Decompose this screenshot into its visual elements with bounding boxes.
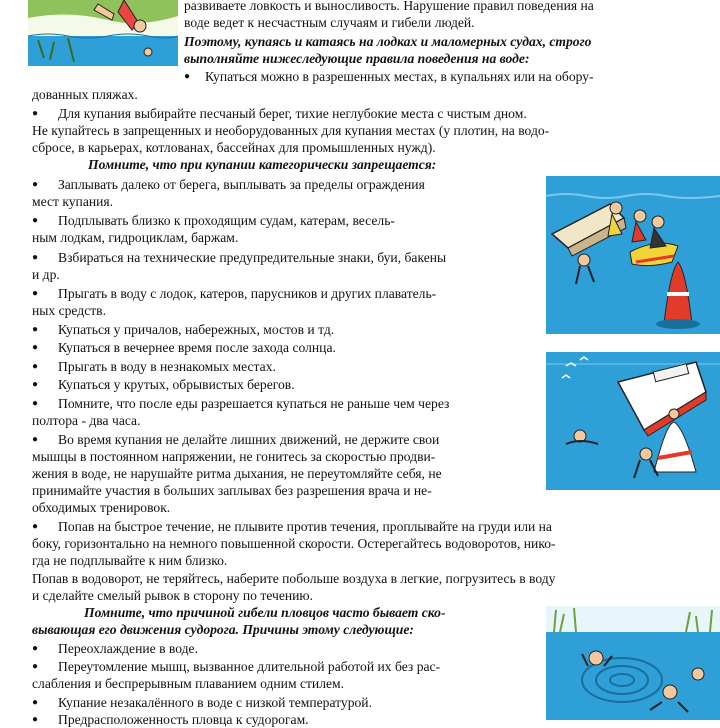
forbidden-item: Попав на быстрое течение, не плывите против течения, проплывайте на груди или на — [58, 519, 552, 534]
bullet-icon: ● — [32, 697, 39, 708]
bullet-icon: ● — [32, 398, 39, 409]
cramp-heading: Помните, что причиной гибели пловцов часто бывает ско- — [84, 605, 446, 620]
rules-heading: выполняйте нижеследующие правила поведения на воде: — [184, 51, 530, 66]
forbidden-item: обходимых тренировок. — [32, 500, 171, 515]
intro-line: развиваете ловкость и выносливость. Нарушение правил поведения на — [184, 0, 594, 13]
forbidden-item: Прыгать в воду в незнакомых местах. — [58, 359, 276, 374]
bullet-icon: ● — [32, 252, 39, 263]
forbidden-item: мышцы в постоянном напряжении, не гонитесь за скоростью продви- — [32, 449, 436, 464]
forbidden-item: боку, горизонтально на немного повышенной скорости. Остерегайтесь водоворотов, нико- — [32, 536, 556, 551]
whirlpool-text: Попав в водоворот, не теряйтесь, наберите побольше воздуха в легкие, погрузитесь в воду — [32, 571, 556, 586]
bullet-icon: ● — [32, 661, 39, 672]
whirlpool-text: и сделайте смелый рывок в сторону по течению. — [32, 588, 313, 603]
forbidden-item: Купаться в вечернее время после захода солнца. — [58, 340, 336, 355]
bullet-icon: ● — [32, 215, 39, 226]
forbidden-item: Взбираться на технические предупредительные знаки, буи, бакены — [58, 250, 447, 265]
illustration-whirlpool — [546, 606, 720, 720]
bullet-icon: ● — [32, 342, 39, 353]
illustration-ship-and-swimmers — [546, 352, 720, 490]
cause-item: Предрасположенность пловца к судорогам. — [58, 712, 309, 727]
bullet-icon: ● — [32, 361, 39, 372]
forbidden-item: Купаться у причалов, набережных, мостов и тд. — [58, 322, 335, 337]
forbidden-item: Купаться у крутых, обрывистых берегов. — [58, 377, 295, 392]
bullet-icon: ● — [184, 71, 191, 82]
bullet-icon: ● — [32, 379, 39, 390]
rules-heading: Поэтому, купаясь и катаясь на лодках и маломерных судах, строго — [184, 34, 592, 49]
bullet-icon: ● — [32, 714, 39, 725]
forbidden-item: Подплывать близко к проходящим судам, катерам, весель- — [58, 213, 395, 228]
bullet-icon: ● — [32, 288, 39, 299]
rule-item: сбросе, в карьерах, котлованах, бассейнах для промышленных нужд). — [32, 140, 436, 155]
forbidden-item: полтора - два часа. — [32, 413, 141, 428]
bullet-icon: ● — [32, 521, 39, 532]
rule-item: Для купания выбирайте песчаный берег, тихие неглубокие места с чистым дном. — [58, 106, 527, 121]
bullet-icon: ● — [32, 324, 39, 335]
forbidden-item: ных средств. — [32, 303, 106, 318]
bullet-icon: ● — [32, 643, 39, 654]
rule-item: Не купайтесь в запрещенных и необорудованных для купания местах (у плотин, на водо- — [32, 123, 550, 138]
cramp-heading: вывающая его движения судорога. Причины этому следующие: — [32, 622, 414, 637]
cause-item: слабления и беспрерывным плаванием одним стилем. — [32, 676, 345, 691]
rule-item: Купаться можно в разрешенных местах, в купальнях или на обору- — [205, 69, 594, 84]
intro-line: воде ведет к несчастным случаям и гибели людей. — [184, 15, 475, 30]
illustration-diving-children — [28, 0, 178, 66]
rule-item: дованных пляжах. — [32, 87, 138, 102]
bullet-icon: ● — [32, 434, 39, 445]
forbidden-item: гда не подплывайте к ним близко. — [32, 553, 228, 568]
forbidden-item: Заплывать далеко от берега, выплывать за пределы ограждения — [58, 177, 425, 192]
forbidden-item: Прыгать в воду с лодок, катеров, парусников и других плаватель- — [58, 286, 437, 301]
forbidden-item: принимайте участия в больших заплывах без разрешения врача и не- — [32, 483, 432, 498]
forbidden-item: и др. — [32, 267, 60, 282]
cause-item: Переутомление мышц, вызванное длительной работой их без рас- — [58, 659, 441, 674]
forbidden-item: жения в воде, не нарушайте ритма дыхания, не переутомляйте себя, не — [32, 466, 442, 481]
bullet-icon: ● — [32, 108, 39, 119]
forbidden-item: Помните, что после еды разрешается купаться не раньше чем через — [58, 396, 450, 411]
forbidden-item: Во время купания не делайте лишних движений, не держите свои — [58, 432, 440, 447]
forbidden-item: ным лодкам, гидроциклам, баржам. — [32, 230, 239, 245]
bullet-icon: ● — [32, 179, 39, 190]
forbidden-heading: Помните, что при купании категорически запрещается: — [88, 157, 437, 172]
cause-item: Купание незакалённого в воде с низкой температурой. — [58, 695, 372, 710]
cause-item: Переохлаждение в воде. — [58, 641, 198, 656]
illustration-boats-and-buoy — [546, 176, 720, 334]
forbidden-item: мест купания. — [32, 194, 114, 209]
